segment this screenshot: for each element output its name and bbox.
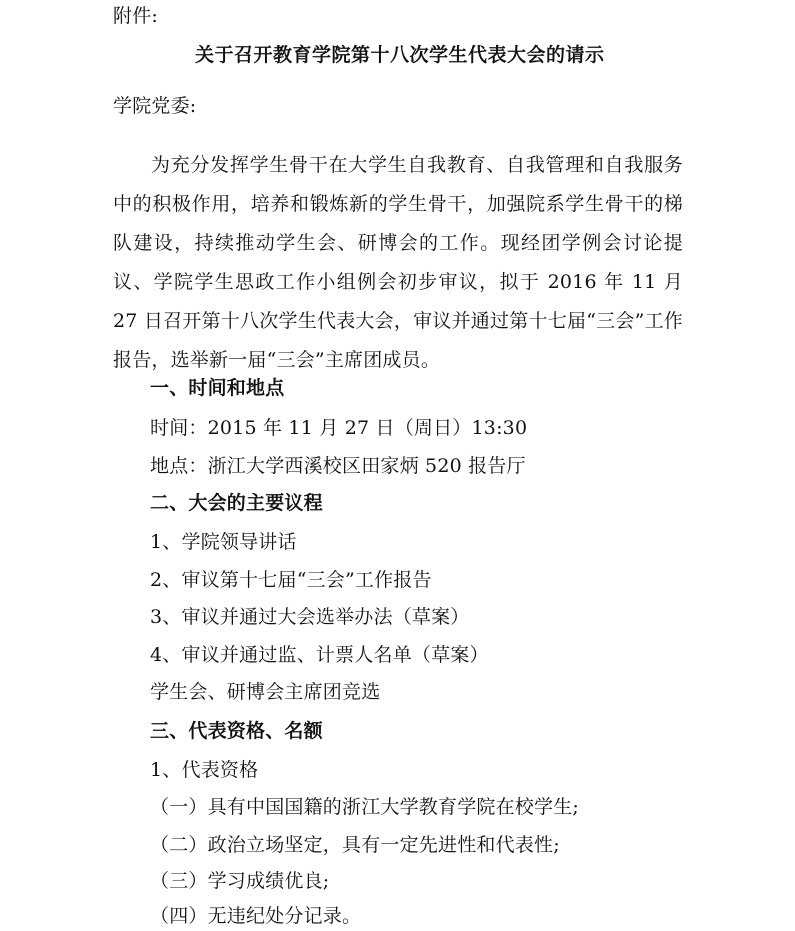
agenda-item: 4、审议并通过监、计票人名单（草案） [150, 644, 489, 666]
agenda-item: 2、审议第十七届“三会”工作报告 [150, 569, 432, 591]
agenda-item: 3、审议并通过大会选举办法（草案） [150, 606, 470, 628]
section-heading-time-place: 一、时间和地点 [150, 377, 285, 399]
qualification-item: （四）无违纪处分记录。 [150, 905, 362, 927]
qualification-item: （一）具有中国国籍的浙江大学教育学院在校学生; [150, 796, 580, 818]
agenda-item: 学生会、研博会主席团竞选 [150, 681, 381, 703]
salutation: 学院党委: [113, 95, 197, 117]
document-title: 关于召开教育学院第十八次学生代表大会的请示 [195, 44, 605, 66]
section-heading-agenda: 二、大会的主要议程 [150, 492, 323, 514]
intro-paragraph: 为充分发挥学生骨干在大学生自我教育、自我管理和自我服务中的积极作用，培养和锻炼新的学生骨干，加强院系学生骨干的梯队建设，持续推动学生会、研博会的工作。现经团学例会讨论提议、学院学生思政工作小组例会初步审议，拟于 2016 年 11 月 27 日召开第十八次学生代表大会，审议并通过第十七届“三会”工作报告，选举新一届“三会”主席团成员。 [113, 154, 683, 371]
attachment-label: 附件: [113, 5, 159, 27]
qualification-item: （二）政治立场坚定，具有一定先进性和代表性; [150, 834, 560, 856]
agenda-item: 1、学院领导讲话 [150, 531, 297, 553]
qualification-item: （三）学习成绩优良; [150, 870, 330, 892]
qualification-subheading: 1、代表资格 [150, 759, 259, 781]
section-heading-qualifications: 三、代表资格、名额 [150, 720, 323, 742]
meeting-time: 时间：2015 年 11 月 27 日（周日）13:30 [150, 417, 528, 439]
meeting-place: 地点：浙江大学西溪校区田家炳 520 报告厅 [150, 455, 526, 477]
